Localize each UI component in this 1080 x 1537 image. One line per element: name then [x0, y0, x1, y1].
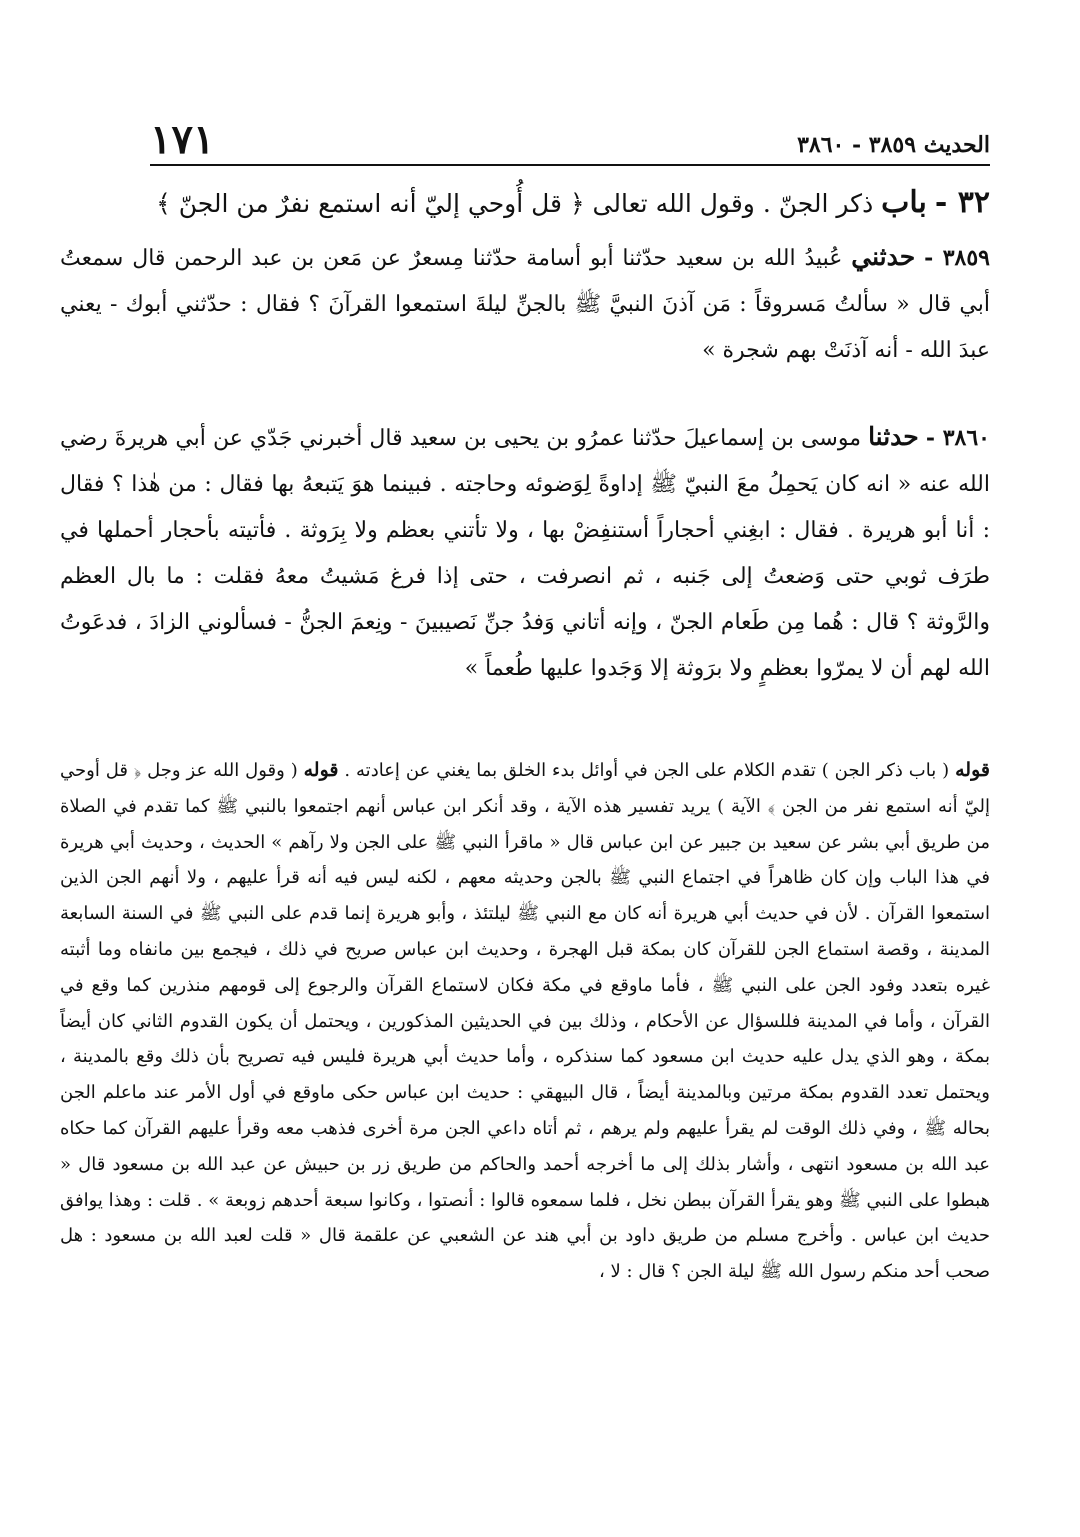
- hadith-text: موسى بن إسماعيلَ حدّثنا عمرُو بن يحيى بن سعيد قال أخبرني جَدّي عن أبي هريرةَ رضي الله عنه « انه كان يَحمِلُ معَ النبيّ ﷺ إداوةً لِوَضوئه وحاجته . فبينما هوَ يَتبعهُ بها فقال : من هٰذا ؟ فقال : أنا أبو هريرة . فقال : ابغِني أحجاراً أستنفِضْ بها ، ولا تأتني بعظم ولا بِرَوثة . فأتيته بأحجار أحملها في طرَف ثوبي حتى وَضعتُ إلى جَنبه ، ثم انصرفت ، حتى إذا فرغ مَشيتُ معهُ فقلت : ما بال العظم والرَّوثة ؟ قال : هُما مِن طَعام الجنّ ، وإنه أتاني وَفدُ جنِّ نَصيبينَ - ونِعمَ الجنُّ - فسألوني الزادَ ، فدعَوتُ الله لهم أن لا يمرّوا بعظمٍ ولا برَوثة إلا وَجَدوا عليها طُعماً »: [60, 426, 990, 681]
- hadith-number: ٣٨٦٠ -: [925, 425, 990, 451]
- chapter-bab-label: باب: [881, 185, 927, 220]
- hadith-3860: [60, 414, 990, 692]
- chapter-title: ذكر الجنّ . وقول الله تعالى ﴿ قل أُوحي إليّ أنه استمع نفرٌ من الجنّ ﴾: [156, 189, 874, 218]
- hadith-number: ٣٨٥٩ -: [924, 245, 990, 271]
- commentary-text: ( باب ذكر الجن ) تقدم الكلام على الجن في أوائل بدء الخلق بما يغني عن إعادته .: [344, 760, 950, 781]
- hadith-text: عُبيدُ الله بن سعيد حدّثنا أبو أسامة حدّثنا مِسعرٌ عن مَعن بن عبد الرحمن قال سمعتُ أبي قال « سألتُ مَسروقاً : مَن آذنَ النبيَّ ﷺ بالجنِّ ليلةَ استمعوا القرآنَ ؟ فقال : حدّثني أبوك - يعني عبدَ الله - أنه آذنَتْ بهم شجرة »: [60, 246, 990, 363]
- commentary-keyword: قوله: [955, 759, 990, 781]
- hadith-keyword: حدثنا: [868, 422, 919, 451]
- chapter-heading: [150, 178, 990, 229]
- hadith-3859: [60, 234, 990, 374]
- commentary-block: [60, 753, 990, 1515]
- hadith-keyword: حدثني: [851, 242, 916, 271]
- commentary-keyword: قوله: [303, 759, 339, 781]
- chapter-number: ٣٢ -: [934, 185, 990, 220]
- hadith-range: الحديث ٣٨٥٩ - ٣٨٦٠: [797, 132, 990, 158]
- commentary-text: ( وقول الله عز وجل ﴿ قل أوحي إليّ أنه استمع نفر من الجن ﴾ الآية ) يريد تفسير هذه الآية ، وقد أنكر ابن عباس أنهم اجتمعوا بالنبي ﷺ كما تقدم في الصلاة من طريق أبي بشر عن سعيد بن جبير عن ابن عباس قال « ماقرأ النبي ﷺ على الجن ولا رآهم » الحديث ، وحديث أبي هريرة في هذا الباب وإن كان ظاهراً في اجتماع النبي ﷺ بالجن وحديثه معهم ، لكنه ليس فيه أنه قرأ عليهم ، ولا أنهم الجن الذين استمعوا القرآن . لأن في حديث أبي هريرة أنه كان مع النبي ﷺ ليلتئذ ، وأبو هريرة إنما قدم على النبي ﷺ في السنة السابعة المدينة ، وقصة استماع الجن للقرآن كان بمكة قبل الهجرة ، وحديث ابن عباس صريح في ذلك ، فيجمع بين مانفاه وما أثبته غيره بتعدد وفود الجن على النبي ﷺ ، فأما ماوقع في مكة فكان لاستماع القرآن والرجوع إلى قومهم منذرين كما وقع في القرآن ، وأما في المدينة فللسؤال عن الأحكام ، وذلك بين في الحديثين المذكورين ، ويحتمل أن يكون القدوم الثاني كان أيضاً بمكة ، وهو الذي يدل عليه حديث ابن مسعود كما سنذكره ، وأما حديث أبي هريرة فليس فيه تصريح بأن ذلك وقع بالمدينة ، ويحتمل تعدد القدوم بمكة مرتين وبالمدينة أيضاً ، قال البيهقي : حديث ابن عباس حكى ماوقع في أول الأمر عند ماعلم الجن بحاله ﷺ ، وفي ذلك الوقت لم يقرأ عليهم ولم يرهم ، ثم أتاه داعي الجن مرة أخرى فذهب معه وقرأ عليهم القرآن كما حكاه عبد الله بن مسعود انتهى ، وأشار بذلك إلى ما أخرجه أحمد والحاكم من طريق زر بن حبيش عن عبد الله بن مسعود قال « هبطوا على النبي ﷺ وهو يقرأ القرآن ببطن نخل ، فلما سمعوه قالوا : أنصتوا ، وكانوا سبعة أحدهم زوبعة » . قلت : وهذا يوافق حديث ابن عباس . وأخرج مسلم من طريق داود بن أبي هند عن الشعبي عن علقمة قال « قلت لعبد الله بن مسعود : هل صحب أحد منكم رسول الله ﷺ ليلة الجن ؟ قال : لا ،: [60, 760, 990, 1283]
- page-number: ١٧١: [150, 116, 215, 163]
- running-header: [150, 118, 990, 166]
